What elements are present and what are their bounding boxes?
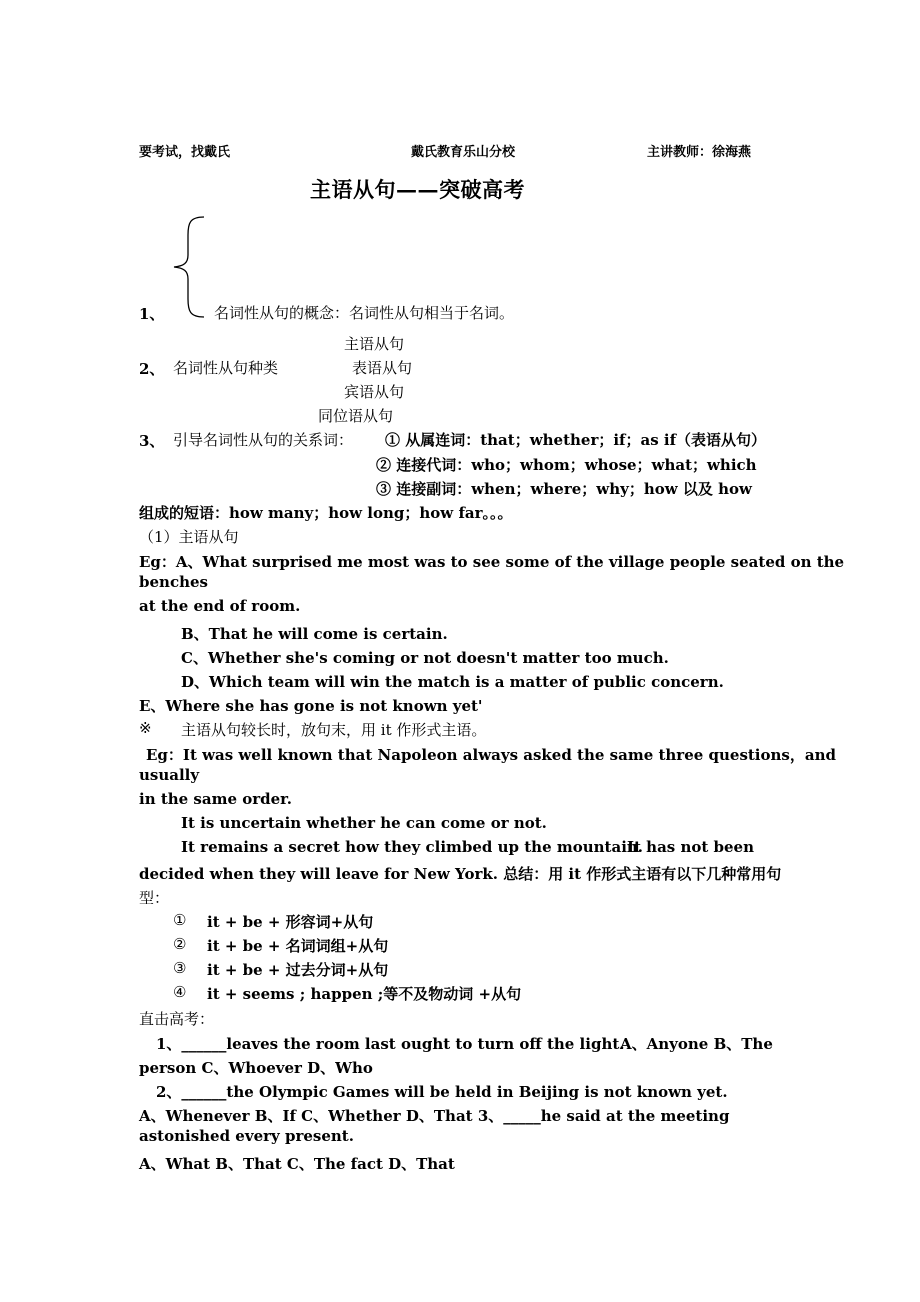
clause-type-subject: 主语从句 [344,335,405,353]
section-1-number: 1、 [139,305,165,323]
page-title: 主语从句——突破高考 [310,177,525,202]
question-3-options: A、What B、That C、The fact D、That [139,1155,455,1173]
section-2-label: 名词性从句种类 [173,359,279,377]
note-text: 主语从句较长时，放句末，用 it 作形式主语。 [181,721,487,739]
pattern-4-number: ④ [173,983,187,1001]
example-c: C、Whether she's coming or not doesn't matter too much. [181,649,669,667]
header-left: 要考试，找戴氏 [139,145,231,160]
clause-type-object: 宾语从句 [344,383,405,401]
question-3-stem: astonished every present. [139,1127,354,1145]
pattern-3-number: ③ [173,959,187,977]
pattern-1-text: it + be + 形容词+从句 [207,913,374,931]
question-2-options: A、Whenever B、If C、Whether D、That 3、_____he said at the meeting [139,1107,730,1125]
question-1-options-b: person C、Whoever D、Who [139,1059,373,1077]
question-2-stem: 2、______the Olympic Games will be held in Beijing is not known yet. [156,1083,728,1101]
example-a-line-2: benches [139,573,208,591]
clause-type-appositive: 同位语从句 [318,407,394,425]
example-a-line-1: Eg：A、What surprised me most was to see some of the village people seated on the [139,553,845,571]
header-center: 戴氏教育乐山分校 [411,145,516,160]
question-1-options-a: A、Anyone B、The [620,1035,773,1053]
connective-item-3: ③ 连接副词：when；where；why；how 以及 how [376,480,752,498]
example-it-line-4: It is uncertain whether he can come or not. [181,814,547,832]
example-a-line-3: at the end of room. [139,597,301,615]
connective-item-2: ② 连接代词：who；whom；whose；what；which [376,456,757,474]
example-it-line-5b: It has not been [627,838,755,856]
section-3-number: 3、 [139,432,165,450]
example-it-line-7: 型： [139,889,170,907]
practice-heading: 直击高考： [139,1010,215,1028]
pattern-1-number: ① [173,911,187,929]
example-d: D、Which team will win the match is a matter of public concern. [181,673,724,691]
connective-item-1: ① 从属连词：that；whether；if；as if（表语从句） [385,431,767,449]
pattern-2-text: it + be + 名词词组+从句 [207,937,389,955]
section-2-number: 2、 [139,360,165,378]
example-it-line-2: usually [139,766,200,784]
example-e: E、Where she has gone is not known yet' [139,697,483,715]
example-it-line-5a: It remains a secret how they climbed up the mountain. [181,838,644,856]
note-mark: ※ [139,719,152,737]
example-it-line-3: in the same order. [139,790,292,808]
curly-brace-icon [170,215,210,319]
example-b: B、That he will come is certain. [181,625,448,643]
header-right: 主讲教师：徐海燕 [647,145,752,160]
example-it-line-1: Eg：It was well known that Napoleon always asked the same three questions，and [146,746,836,764]
pattern-4-text: it + seems ; happen ;等不及物动词 +从句 [207,985,522,1003]
connective-continuation: 组成的短语：how many；how long；how far。。。 [139,504,513,522]
subsection-heading: （1）主语从句 [139,528,239,546]
example-it-line-6: decided when they will leave for New York. 总结：用 it 作形式主语有以下几种常用句 [139,865,782,883]
pattern-2-number: ② [173,935,187,953]
section-1-text: 名词性从句的概念：名词性从句相当于名词。 [214,304,515,322]
clause-type-predicative: 表语从句 [352,359,413,377]
pattern-3-text: it + be + 过去分词+从句 [207,961,389,979]
section-3-label: 引导名词性从句的关系词： [173,431,354,449]
question-1-stem: 1、______leaves the room last ought to turn off the light. [156,1035,625,1053]
